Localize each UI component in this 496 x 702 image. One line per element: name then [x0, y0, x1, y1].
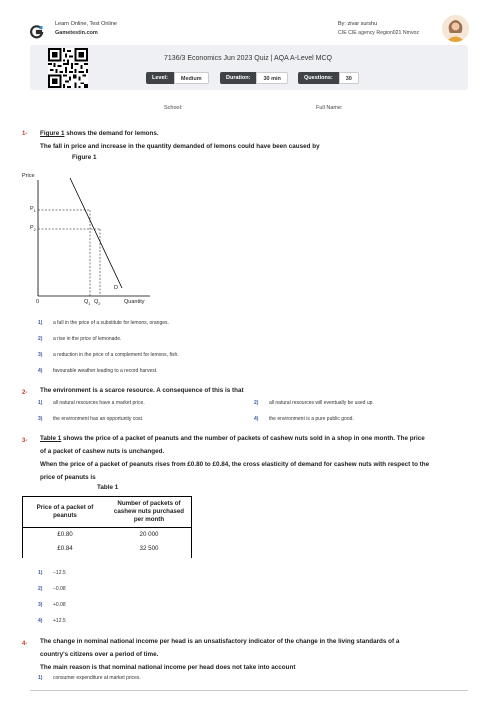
question-3-text-line3: When the price of a packet of peanuts rises from £0.80 to £0.84, the cross elasticity of demand for cashew nuts with respect to the	[40, 461, 430, 468]
question-4-number: 4-	[22, 641, 28, 647]
duration-pill	[220, 72, 288, 84]
q1-option-4-number[interactable]: 4)	[38, 368, 43, 374]
q4-option-1[interactable]: consumer expenditure at market prices.	[53, 675, 141, 681]
figure-caption: Figure 1	[72, 154, 97, 161]
question-2-number: 2-	[22, 390, 28, 396]
q1-option-3[interactable]: a reduction in the price of a complement for lemons, fish.	[53, 352, 179, 358]
q2-option-1[interactable]: all natural resources have a market price.	[53, 400, 145, 406]
level-pill	[146, 72, 209, 84]
graph-curve-label: D	[114, 285, 118, 291]
quiz-title: 7136/3 Economics Jun 2023 Quiz | AQA A-Level MCQ	[164, 55, 332, 62]
question-3-text: Table 1 shows the price of a packet of peanuts and the number of packets of cashew nuts sold in a shop in one month. The price	[40, 435, 425, 442]
question-4-text: The change in nominal national income per head is an unsatisfactory indicator of the change in the living standards of a	[40, 638, 400, 645]
graph-p2-label: $P_2$	[30, 225, 36, 233]
graph-p1-label: $P_1$	[30, 206, 36, 214]
graph-y-label: Price	[22, 173, 35, 179]
q3-option-3[interactable]: +0.08	[53, 602, 66, 608]
price-table	[22, 496, 192, 558]
school-label: School:	[164, 105, 183, 111]
question-4-text-line3: The main reason is that nominal national income per head does not take into account	[40, 664, 296, 671]
avatar	[442, 15, 469, 42]
question-1-text-line2: The fall in price and increase in the quantity demanded of lemons could have been caused by	[40, 143, 320, 150]
author-subtitle: CIE CIE agency Region021 Nmvoz	[338, 30, 420, 36]
table-cell: £0.84	[57, 545, 73, 552]
duration-value: 30 min	[256, 72, 287, 84]
q3-option-3-number[interactable]: 3)	[38, 602, 43, 608]
question-1-text: Figure 1 shows the demand for lemons.	[40, 130, 159, 137]
q3-option-4-number[interactable]: 4)	[38, 618, 43, 624]
q3-option-1[interactable]: −12.5	[53, 570, 66, 576]
duration-label: Duration:	[220, 72, 256, 84]
graph-q1-label: $Q_1$	[84, 299, 91, 307]
q3-option-1-number[interactable]: 1)	[38, 570, 43, 576]
question-3-text-line2: of a packet of cashew nuts is unchanged.	[40, 448, 165, 455]
q3-option-2[interactable]: −0.08	[53, 586, 66, 592]
table-ref: Table 1	[40, 435, 62, 442]
table-cell: 20 000	[139, 531, 159, 539]
table-row	[23, 542, 191, 556]
questions-value: 30	[339, 72, 359, 84]
q1-option-2[interactable]: a rise in the price of lemonade.	[53, 336, 122, 342]
questions-label: Questions:	[298, 72, 339, 84]
question-3-number: 3-	[22, 438, 28, 444]
level-value: Medium	[174, 72, 209, 84]
qr-code-icon	[48, 48, 88, 88]
site-name[interactable]: Gametestin.com	[55, 30, 98, 36]
figure-ref: Figure 1	[40, 130, 65, 137]
demand-graph	[20, 168, 160, 310]
question-1-number: 1-	[22, 131, 28, 137]
question-4-text-line2: country's citizens over a period of time.	[40, 651, 159, 658]
site-tagline: Learn Online, Test Online	[55, 21, 117, 27]
q2-option-3[interactable]: the environment has an opportunity cost.	[53, 416, 144, 422]
q3-option-2-number[interactable]: 2)	[38, 586, 43, 592]
table-header-price: Price of a packet of peanuts	[23, 497, 107, 528]
table-row	[23, 528, 191, 542]
q2-option-1-number[interactable]: 1)	[38, 400, 43, 406]
table-caption: Table 1	[97, 484, 119, 491]
graph-origin-label: 0	[36, 299, 40, 305]
question-2-text: The environment is a scarce resource. A consequence of this is that	[40, 387, 244, 394]
table-header-quantity: Number of packets of cashew nuts purchased per month	[107, 497, 191, 528]
q2-option-3-number[interactable]: 3)	[38, 416, 43, 422]
graph-x-label: Quantity	[124, 299, 145, 305]
table-cell: 32 500	[139, 545, 159, 552]
q1-option-1[interactable]: a fall in the price of a substitute for lemons, oranges.	[53, 320, 169, 326]
q2-option-2-number[interactable]: 2)	[254, 400, 259, 406]
level-label: Level:	[146, 72, 174, 84]
q1-option-2-number[interactable]: 2)	[38, 336, 43, 342]
gametestin-logo[interactable]	[30, 25, 44, 39]
q4-option-1-number[interactable]: 1)	[38, 675, 43, 681]
q1-option-4[interactable]: favourable weather leading to a record harvest.	[53, 368, 158, 374]
q1-option-3-number[interactable]: 3)	[38, 352, 43, 358]
q3-option-4[interactable]: +12.5	[53, 618, 66, 624]
q1-option-1-number[interactable]: 1)	[38, 320, 43, 326]
graph-q2-label: $Q_2$	[94, 299, 101, 307]
questions-pill	[298, 72, 359, 84]
table-cell: £0.80	[57, 531, 73, 539]
page-divider	[30, 690, 468, 691]
q2-option-4[interactable]: the environment is a pure public good.	[269, 416, 354, 422]
question-3-text-line4: price of peanuts is	[40, 474, 96, 481]
q2-option-4-number[interactable]: 4)	[254, 416, 259, 422]
fullname-label: Full Name:	[316, 105, 343, 111]
q2-option-2[interactable]: all natural resources will eventually be used up.	[269, 400, 374, 406]
author-name: By: zivar surshu	[338, 21, 378, 27]
